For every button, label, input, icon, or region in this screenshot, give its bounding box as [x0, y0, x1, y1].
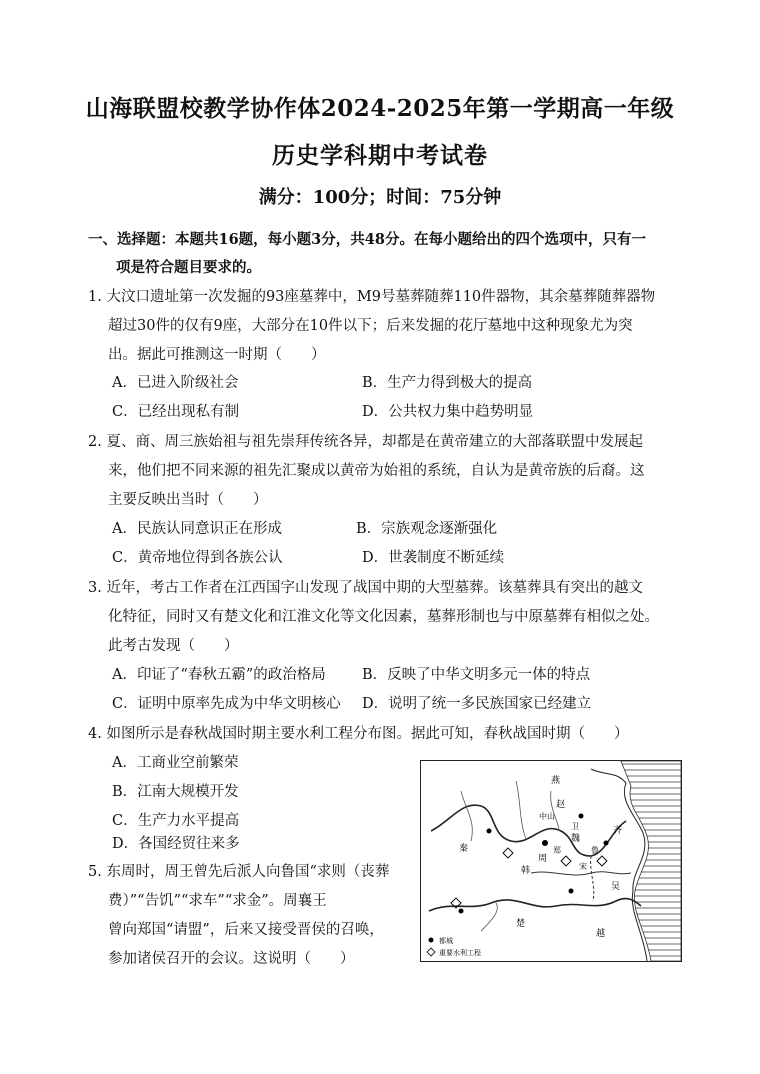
legend-project-icon — [427, 948, 435, 956]
q4-option-c[interactable]: C．生产力水平提高 — [112, 813, 240, 829]
q3-option-c[interactable]: C．证明中原率先成为中华文明核心 — [112, 696, 341, 712]
huai-river — [531, 872, 631, 875]
label-wei-state: 卫 — [571, 822, 579, 831]
exam-title-line2: 历史学科期中考试卷 — [272, 142, 488, 169]
capital-dot — [459, 909, 464, 914]
q2-option-d[interactable]: D．世袭制度不断延续 — [362, 550, 505, 566]
label-zhongshan: 中山 — [539, 812, 555, 821]
tributary — [481, 903, 497, 931]
label-wei: 魏 — [571, 834, 581, 844]
label-han: 韩 — [521, 866, 531, 876]
map-svg — [421, 761, 681, 961]
q3-option-a[interactable]: A．印证了“春秋五霸”的政治格局 — [112, 667, 326, 683]
q5-line2: 费）”“告饥”“求车”“求金”。周襄王 — [108, 893, 327, 909]
label-lu: 鲁 — [591, 846, 599, 855]
capital-dot — [579, 814, 584, 819]
label-chu: 楚 — [516, 919, 526, 929]
q2-line1: 2. 夏、商、周三族始祖与祖先崇拜传统各异，却都是在黄帝建立的大部落联盟中发展起 — [88, 434, 643, 450]
label-zhao: 赵 — [556, 800, 566, 810]
exam-title-line1: 山海联盟校教学协作体2024-2025年第一学期高一年级 — [85, 95, 675, 122]
q1-option-a[interactable]: A．已进入阶级社会 — [112, 375, 239, 391]
water-projects-map — [420, 760, 682, 962]
label-wu: 吴 — [611, 882, 621, 892]
label-qin: 秦 — [459, 844, 469, 854]
q5-line4: 参加诸侯召开的会议。这说明（ ） — [108, 951, 355, 967]
q3-line2: 化特征，同时又有楚文化和江淮文化等文化因素，墓葬形制也与中原墓葬有相似之处。 — [108, 609, 659, 625]
project-marker — [597, 856, 607, 866]
label-song: 宋 — [579, 862, 587, 871]
label-qi: 齐 — [613, 826, 623, 836]
label-zhou: 周 — [538, 854, 548, 864]
section-heading-line1: 一、选择题：本题共16题，每小题3分，共48分。在每小题给出的四个选项中，只有一 — [88, 231, 646, 248]
q4-option-a[interactable]: A．工商业空前繁荣 — [112, 755, 239, 771]
legend-project-label: 重要水利工程 — [439, 949, 481, 957]
legend-capital-label: 都城 — [439, 937, 453, 945]
q4-option-d[interactable]: D．各国经贸往来多 — [112, 836, 240, 852]
project-marker — [561, 856, 571, 866]
q1-option-d[interactable]: D．公共权力集中趋势明显 — [362, 404, 534, 420]
q3-option-d[interactable]: D．说明了统一多民族国家已经建立 — [362, 696, 592, 712]
section-heading-line2: 项是符合题目要求的。 — [116, 259, 261, 276]
q2-line3: 主要反映出当时（ ） — [108, 492, 268, 508]
label-zheng: 郑 — [553, 846, 561, 855]
legend-capital-icon — [429, 938, 434, 943]
q2-option-a[interactable]: A．民族认同意识正在形成 — [112, 521, 282, 537]
q2-option-b[interactable]: B．宗族观念逐渐强化 — [356, 521, 498, 537]
sea-area — [621, 761, 681, 961]
q3-option-b[interactable]: B．反映了中华文明多元一体的特点 — [362, 667, 591, 683]
exam-score-time: 满分：100分；时间：75分钟 — [258, 187, 502, 208]
q5-line3: 曾向郑国“请盟”，后来又接受晋侯的召唤， — [108, 922, 384, 938]
q1-line2: 超过30件的仅有9座，大部分在10件以下；后来发掘的花厅墓地中这种现象尤为突 — [108, 318, 633, 334]
q1-option-b[interactable]: B．生产力得到极大的提高 — [362, 375, 533, 391]
project-marker — [503, 848, 513, 858]
q4-line1: 4. 如图所示是春秋战国时期主要水利工程分布图。据此可知，春秋战国时期（ ） — [88, 726, 629, 742]
tributary — [551, 791, 559, 829]
canal — [591, 856, 594, 901]
label-yan: 燕 — [551, 776, 561, 786]
tributary — [516, 781, 526, 839]
capital-dot — [569, 889, 574, 894]
section-heading — [88, 226, 688, 282]
q4-option-b[interactable]: B．江南大规模开发 — [112, 784, 239, 800]
capital-dot — [604, 841, 609, 846]
q3-line3: 此考古发现（ ） — [108, 638, 239, 654]
q1-line1: 1. 大汶口遗址第一次发掘的93座墓葬中，M9号墓葬随葬110件器物，其余墓葬随葬器物 — [88, 289, 656, 305]
label-yue: 越 — [596, 929, 606, 939]
q1-line3: 出。据此可推测这一时期（ ） — [108, 347, 326, 363]
q2-line2: 来，他们把不同来源的祖先汇聚成以黄帝为始祖的系统，自认为是黄帝族的后裔。这 — [108, 463, 645, 479]
capital-dot — [487, 829, 492, 834]
q2-option-c[interactable]: C．黄帝地位得到各族公认 — [112, 550, 283, 566]
q3-line1: 3. 近年，考古工作者在江西国字山发现了战国中期的大型墓葬。该墓葬具有突出的越文 — [88, 580, 643, 596]
tributary — [461, 791, 472, 841]
q1-option-c[interactable]: C．已经出现私有制 — [112, 404, 240, 420]
q5-line1: 5. 东周时，周王曾先后派人向鲁国“求则（丧葬 — [88, 864, 390, 880]
capital-dot — [542, 840, 548, 846]
